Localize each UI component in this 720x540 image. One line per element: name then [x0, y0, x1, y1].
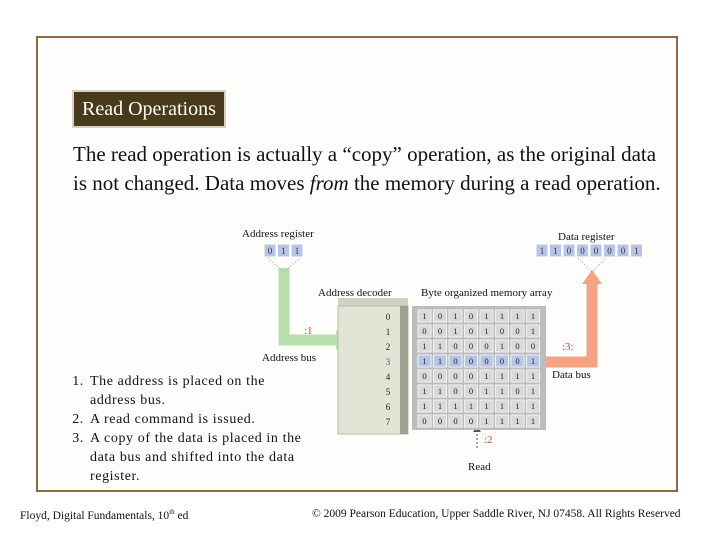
memory-cell-value: 1	[530, 401, 536, 411]
address-register-bit: 1	[294, 246, 300, 256]
memory-cell-value: 0	[453, 416, 458, 426]
slide-title: Read Operations	[73, 91, 225, 127]
address-register-bit: 0	[267, 246, 273, 256]
memory-cell-value: 0	[515, 386, 520, 396]
memory-cell-value: 0	[515, 341, 520, 351]
memory-cell-value: 0	[468, 341, 474, 351]
memory-cell-value: 0	[530, 341, 536, 351]
read-label: Read	[468, 461, 491, 473]
step-item-1: 1. The address is placed on the address bus.	[88, 372, 313, 410]
data-register-connector	[578, 258, 606, 272]
memory-cell-value: 1	[530, 386, 536, 396]
memory-cell-value: 1	[499, 371, 505, 381]
data-register-bit: 0	[620, 246, 626, 256]
memory-cell-value: 1	[422, 386, 427, 396]
intro-emphasis: from	[309, 171, 349, 195]
data-register-bit: 1	[553, 246, 558, 256]
decoder-address-label: 3	[385, 357, 391, 367]
decoder-side	[400, 306, 408, 434]
memory-cell-value: 1	[422, 401, 427, 411]
memory-cell-value: 0	[453, 341, 458, 351]
memory-array-frame	[412, 306, 546, 430]
data-register-bit: 0	[607, 246, 612, 256]
memory-cell-value: 0	[484, 341, 489, 351]
memory-array-label: Byte organized memory array	[421, 287, 553, 299]
step-item-2: 2. A read command is issued.	[88, 410, 313, 429]
memory-cell-value: 1	[468, 401, 474, 411]
data-register-bit: 1	[539, 246, 545, 256]
memory-cell-value: 1	[437, 341, 443, 351]
intro-text-end: the memory during a read operation.	[348, 171, 661, 195]
memory-cell-value: 1	[422, 341, 427, 351]
footer-citation-text: Floyd, Digital Fundamentals, 10	[20, 509, 170, 522]
memory-cell-value: 1	[530, 311, 536, 321]
address-bus-label: Address bus	[262, 352, 317, 364]
memory-cell-value: 0	[453, 386, 458, 396]
memory-cell-value: 1	[484, 311, 489, 321]
memory-cell-value: 1	[499, 416, 505, 426]
memory-cell-value: 0	[437, 416, 443, 426]
memory-cell-value: 0	[499, 356, 505, 366]
decoder-address-label: 0	[385, 312, 391, 322]
memory-cell-value: 0	[453, 356, 458, 366]
memory-cell-value: 1	[453, 311, 458, 321]
memory-cell-value: 1	[422, 356, 427, 366]
memory-cell-value: 1	[437, 356, 443, 366]
address-decoder-label: Address decoder	[318, 287, 392, 299]
decoder-address-label: 1	[385, 327, 391, 337]
memory-cell-value: 0	[468, 416, 474, 426]
footer-copyright: © 2009 Pearson Education, Upper Saddle River, NJ 07458. All Rights Reserved	[312, 508, 681, 520]
memory-cell-value: 0	[468, 386, 474, 396]
footer-citation-sup: th	[169, 508, 175, 516]
step-item-3: 3. A copy of the data is placed in the data bus and shifted into the data register.	[88, 429, 313, 486]
memory-cell-value: 0	[422, 326, 427, 336]
memory-cell-value: 0	[437, 326, 443, 336]
decoder-top	[338, 298, 408, 306]
intro-text-start: The read operation is actually a “copy” operation, as the original data is not changed. Data moves	[73, 142, 657, 195]
memory-cell-value: 1	[484, 416, 489, 426]
memory-cell-value: 1	[499, 341, 505, 351]
memory-cell-value: 1	[484, 371, 489, 381]
data-bus-arrowhead	[582, 270, 602, 284]
memory-cell-value: 1	[437, 386, 443, 396]
memory-cell-value: 0	[468, 311, 474, 321]
step-marker-1: :1	[304, 325, 313, 337]
address-decoder-block	[338, 306, 408, 434]
memory-cell-value: 0	[484, 356, 489, 366]
memory-cell-value: 0	[515, 356, 520, 366]
memory-cell-value: 1	[484, 386, 489, 396]
memory-cell-value: 1	[484, 326, 489, 336]
memory-cell-value: 1	[453, 401, 458, 411]
step-marker-2: :2	[484, 434, 493, 446]
memory-cell-value: 1	[515, 401, 520, 411]
memory-cell-value: 1	[453, 326, 458, 336]
footer-citation	[20, 508, 188, 522]
memory-cell-value: 1	[422, 311, 427, 321]
decoder-address-label: 2	[385, 342, 391, 352]
memory-cell-value: 1	[484, 401, 489, 411]
memory-cell-value: 1	[499, 386, 505, 396]
memory-cell-value: 0	[437, 371, 443, 381]
address-register-bit: 1	[281, 246, 286, 256]
memory-cell-value: 0	[437, 311, 443, 321]
memory-cell-value: 1	[530, 356, 536, 366]
decoder-address-label: 5	[385, 387, 391, 397]
data-bus-label: Data bus	[552, 369, 591, 381]
memory-cell-value: 1	[530, 326, 536, 336]
decoder-address-label: 6	[385, 402, 391, 412]
data-register-bit: 0	[566, 246, 572, 256]
memory-cell-value: 1	[499, 401, 505, 411]
memory-cell-value: 1	[499, 311, 505, 321]
memory-cell-value: 1	[515, 311, 520, 321]
memory-cell-value: 1	[515, 416, 520, 426]
memory-cell-value: 0	[515, 326, 520, 336]
memory-cell-value: 1	[530, 371, 536, 381]
memory-cell-value: 1	[515, 371, 520, 381]
decoder-address-label: 7	[385, 417, 391, 427]
memory-cell-value: 0	[499, 326, 505, 336]
address-register-label: Address register	[242, 228, 314, 240]
memory-cell-value: 0	[422, 416, 427, 426]
memory-cell-value: 1	[530, 416, 536, 426]
footer-citation-tail: ed	[174, 509, 189, 522]
memory-cell-value: 0	[468, 326, 474, 336]
steps-list	[60, 372, 313, 486]
data-register-bit: 1	[634, 246, 639, 256]
data-register-bit: 0	[580, 246, 585, 256]
memory-cell-value: 0	[422, 371, 427, 381]
memory-cell-value: 0	[468, 371, 474, 381]
data-register-label: Data register	[558, 231, 615, 243]
memory-cell-value: 0	[468, 356, 474, 366]
decoder-address-label: 4	[385, 372, 391, 382]
data-register-bit: 0	[593, 246, 599, 256]
step-marker-3: :3:	[562, 341, 574, 353]
memory-cell-value: 0	[453, 371, 458, 381]
memory-cell-value: 1	[437, 401, 443, 411]
